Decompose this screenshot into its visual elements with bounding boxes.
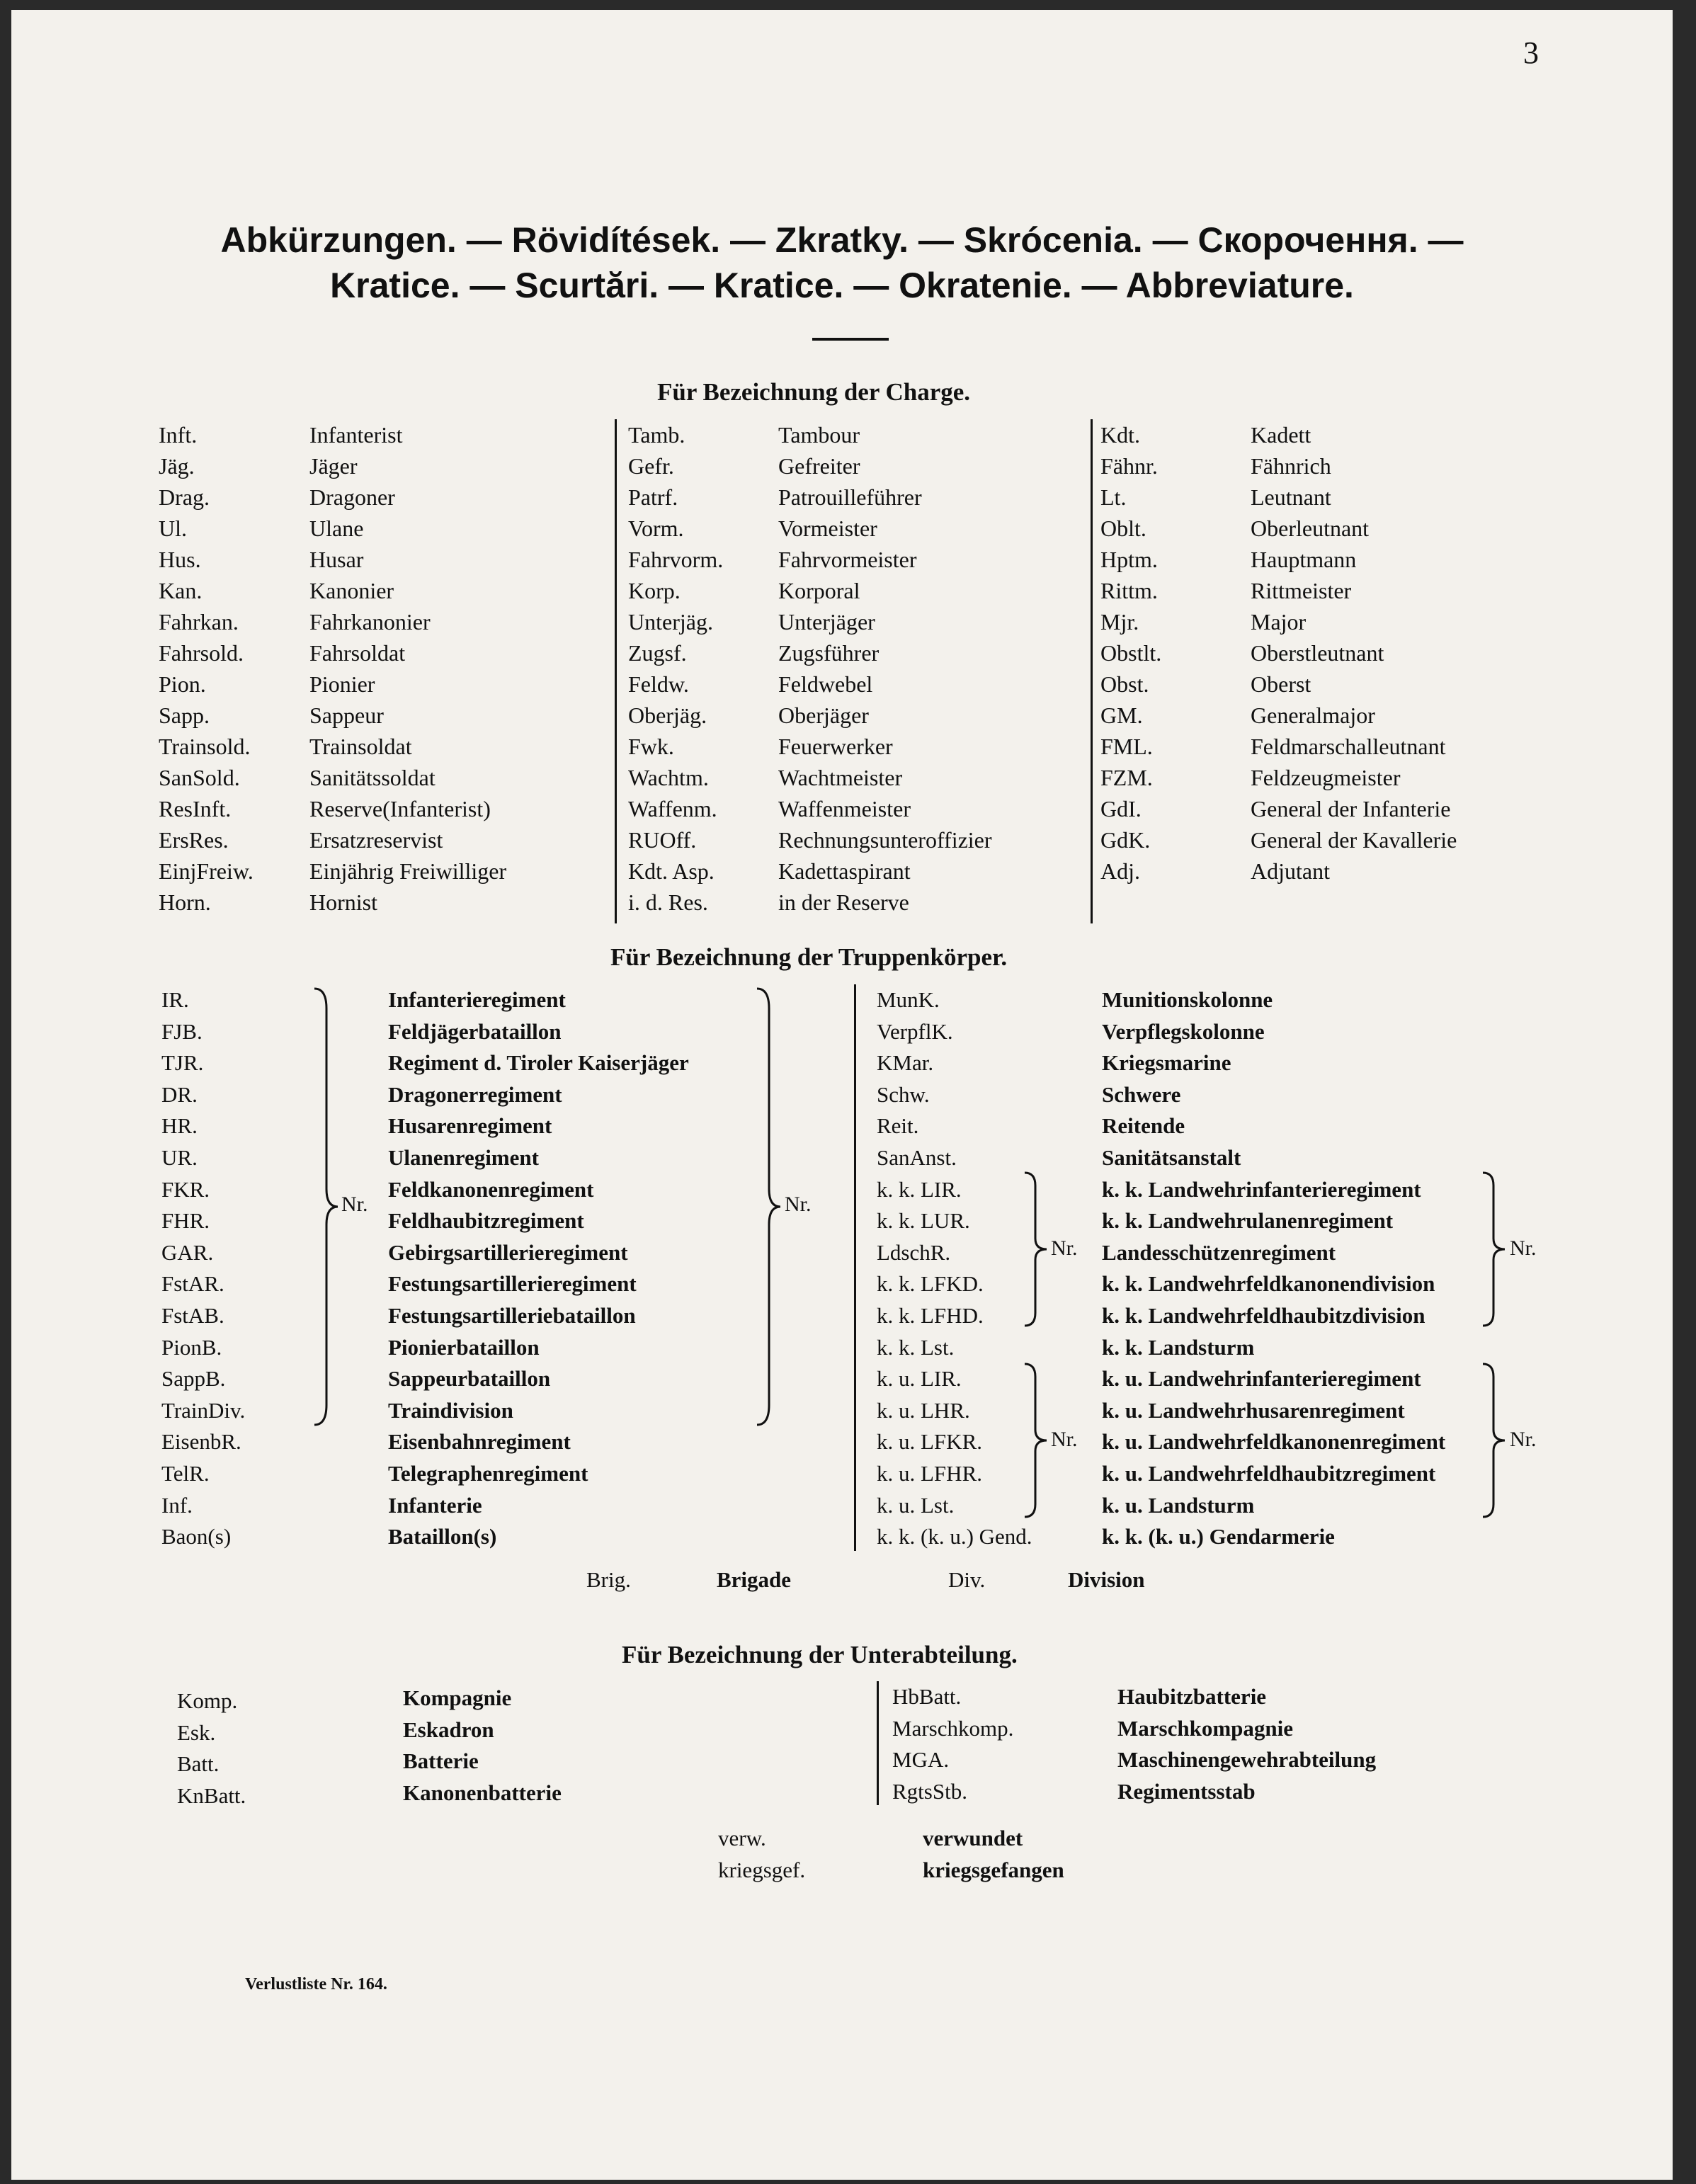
list-item: Hornist <box>309 889 377 915</box>
nr-label: Nr. <box>1510 1236 1537 1260</box>
list-item: Feldzeugmeister <box>1251 765 1401 790</box>
list-item: Pion. <box>159 671 206 697</box>
list-item: Oberstleutnant <box>1251 640 1384 666</box>
list-item: Unterjäger <box>778 609 875 635</box>
list-item: IR. <box>161 987 189 1012</box>
list-item: Infanterieregiment <box>388 987 566 1012</box>
list-item: k. k. LFKD. <box>877 1271 984 1297</box>
list-item: RUOff. <box>628 827 697 853</box>
troops-heading: Für Bezeichnung der Truppenkörper. <box>610 943 1008 971</box>
list-item: Wachtmeister <box>778 765 903 790</box>
brace-right-b <box>1481 1171 1509 1327</box>
list-item: General der Kavallerie <box>1251 827 1457 853</box>
list-item: Fahrvorm. <box>628 547 724 572</box>
list-item: Feldmarschalleutnant <box>1251 734 1446 759</box>
list-item: Oberst <box>1251 671 1311 697</box>
scanned-page <box>11 10 1673 2180</box>
list-item: Fahrkanonier <box>309 609 431 635</box>
troops-left-abbr <box>161 984 245 1553</box>
list-item: k. u. LIR. <box>877 1366 962 1392</box>
list-item: k. k. Landsturm <box>1102 1334 1255 1360</box>
list-item: Dragonerregiment <box>388 1081 562 1107</box>
list-item: TelR. <box>161 1460 210 1486</box>
list-item: GdI. <box>1100 796 1142 821</box>
list-item: Jäger <box>309 453 358 479</box>
list-item: k. k. Landwehrulanenregiment <box>1102 1208 1394 1234</box>
list-item: Oberjäg. <box>628 703 707 728</box>
list-item: Kdt. <box>1100 422 1140 448</box>
list-item: Husar <box>309 547 364 572</box>
charge-heading: Für Bezeichnung der Charge. <box>657 378 971 406</box>
troops-left-full <box>388 984 689 1553</box>
list-item: Kadettaspirant <box>778 858 911 884</box>
list-item: Reitende <box>1102 1113 1185 1139</box>
list-item: Major <box>1251 609 1307 635</box>
list-item: FKR. <box>161 1176 210 1202</box>
list-item: Sapp. <box>159 703 210 728</box>
list-item: Infanterist <box>309 422 403 448</box>
nr-label: Nr. <box>1051 1236 1078 1260</box>
list-item: Lt. <box>1100 484 1127 510</box>
list-item: Ul. <box>159 516 187 541</box>
list-item: Fähnrich <box>1251 453 1331 479</box>
list-item: Inf. <box>161 1492 193 1518</box>
list-item: Oberjäger <box>778 703 869 728</box>
list-item: Korporal <box>778 578 860 603</box>
list-item: Feldjägerbataillon <box>388 1018 562 1044</box>
sub-left-full <box>403 1683 562 1809</box>
list-item: Zugsführer <box>778 640 880 666</box>
list-item: KMar. <box>877 1050 934 1076</box>
list-item: Dragoner <box>309 484 395 510</box>
list-item: k. k. (k. u.) Gendarmerie <box>1102 1524 1335 1549</box>
title-line-1: Abkürzungen. — Rövidítések. — Zkratky. — Skrócenia. — Скорочення. — <box>220 220 1464 260</box>
brig-abbr: Brig. <box>586 1567 631 1592</box>
list-item: Feldkanonenregiment <box>388 1176 594 1202</box>
list-item: SanSold. <box>159 765 240 790</box>
list-item: LdschR. <box>877 1239 951 1265</box>
list-item: PionB. <box>161 1334 222 1360</box>
list-item: Haubitzbatterie <box>1117 1684 1267 1709</box>
charge-divider-2 <box>1091 419 1093 923</box>
charge-col1-full <box>309 419 506 918</box>
list-item: k. k. LUR. <box>877 1208 970 1234</box>
list-item: Sappeur <box>309 703 384 728</box>
list-item: Korp. <box>628 578 681 603</box>
sub-right-full <box>1117 1681 1376 1807</box>
list-item: Ulanenregiment <box>388 1144 539 1170</box>
list-item: TJR. <box>161 1050 204 1076</box>
charge-col2-abbr <box>628 419 723 918</box>
list-item: Rittmeister <box>1251 578 1352 603</box>
list-item: SanAnst. <box>877 1144 957 1170</box>
list-item: Landesschützenregiment <box>1102 1239 1336 1265</box>
list-item: Leutnant <box>1251 484 1331 510</box>
list-item: Unterjäg. <box>628 609 713 635</box>
list-item: Patrouilleführer <box>778 484 922 510</box>
title-line-2: Kratice. — Scurtări. — Kratice. — Okratenie. — Abbreviature. <box>330 266 1354 305</box>
list-item: kriegsgefangen <box>923 1857 1064 1882</box>
list-item: GM. <box>1100 703 1143 728</box>
list-item: Maschinengewehrabteilung <box>1117 1747 1377 1773</box>
nr-label: Nr. <box>785 1193 812 1216</box>
nr-label: Nr. <box>341 1193 368 1216</box>
list-item: Patrf. <box>628 484 678 510</box>
list-item: ErsRes. <box>159 827 229 853</box>
div-abbr: Div. <box>948 1567 986 1592</box>
list-item: Inft. <box>159 422 198 448</box>
list-item: kriegsgef. <box>718 1857 806 1882</box>
list-item: Hptm. <box>1100 547 1158 572</box>
list-item: FML. <box>1100 734 1153 759</box>
list-item: FHR. <box>161 1208 210 1234</box>
list-item: Husarenregiment <box>388 1113 552 1139</box>
list-item: Waffenmeister <box>778 796 911 821</box>
list-item: Schw. <box>877 1081 930 1107</box>
list-item: MGA. <box>892 1747 950 1773</box>
list-item: SappB. <box>161 1366 226 1392</box>
list-item: k. k. LIR. <box>877 1176 962 1202</box>
list-item: Ersatzreservist <box>309 827 443 853</box>
list-item: k. u. Landwehrfeldkanonenregiment <box>1102 1429 1446 1455</box>
list-item: in der Reserve <box>778 889 909 915</box>
list-item: Hauptmann <box>1251 547 1357 572</box>
list-item: k. k. Landwehrinfanterieregiment <box>1102 1176 1421 1202</box>
list-item: Feldwebel <box>778 671 873 697</box>
list-item: DR. <box>161 1081 198 1107</box>
list-item: GdK. <box>1100 827 1151 853</box>
list-item: Infanterie <box>388 1492 482 1518</box>
list-item: Komp. <box>177 1688 238 1713</box>
page-number: 3 <box>1523 35 1539 70</box>
brace-right-a <box>1023 1171 1051 1327</box>
charge-col2-full <box>778 419 992 918</box>
list-item: Generalmajor <box>1251 703 1375 728</box>
list-item: UR. <box>161 1144 198 1170</box>
list-item: GAR. <box>161 1239 214 1265</box>
list-item: k. u. Lst. <box>877 1492 955 1518</box>
list-item: Rittm. <box>1100 578 1158 603</box>
list-item: k. u. Landwehrhusarenregiment <box>1102 1397 1405 1423</box>
list-item: MunK. <box>877 987 940 1012</box>
list-item: KnBatt. <box>177 1782 246 1808</box>
list-item: Eskadron <box>403 1717 494 1742</box>
list-item: Reit. <box>877 1113 919 1139</box>
nr-label: Nr. <box>1051 1428 1078 1451</box>
list-item: Eisenbahnregiment <box>388 1429 571 1455</box>
title-rule <box>812 338 889 341</box>
list-item: Fahrsoldat <box>309 640 406 666</box>
list-item: Trainsoldat <box>309 734 412 759</box>
list-item: ResInft. <box>159 796 232 821</box>
list-item: i. d. Res. <box>628 889 708 915</box>
extra-full <box>923 1823 1064 1886</box>
list-item: Zugsf. <box>628 640 687 666</box>
list-item: Sappeurbataillon <box>388 1366 551 1392</box>
list-item: Hus. <box>159 547 201 572</box>
list-item: Reserve(Infanterist) <box>309 796 491 821</box>
list-item: Kriegsmarine <box>1102 1050 1231 1076</box>
list-item: Sanitätsanstalt <box>1102 1144 1241 1170</box>
footer: Verlustliste Nr. 164. <box>245 1975 387 1994</box>
troops-divider <box>854 984 856 1551</box>
list-item: Drag. <box>159 484 210 510</box>
list-item: Telegraphenregiment <box>388 1460 588 1486</box>
list-item: RgtsStb. <box>892 1778 967 1804</box>
list-item: Fahrsold. <box>159 640 244 666</box>
troops-right-full <box>1102 984 1445 1553</box>
list-item: Marschkompagnie <box>1117 1715 1293 1741</box>
list-item: FstAR. <box>161 1271 224 1297</box>
list-item: verwundet <box>923 1826 1023 1850</box>
charge-col1-abbr <box>159 419 254 918</box>
list-item: Wachtm. <box>628 765 709 790</box>
charge-divider-1 <box>615 419 617 923</box>
list-item: Kanonenbatterie <box>403 1780 562 1805</box>
list-item: Festungsartilleriebataillon <box>388 1302 636 1328</box>
list-item: Waffenm. <box>628 796 717 821</box>
list-item: Gebirgsartillerieregiment <box>388 1239 628 1265</box>
brig-full: Brigade <box>717 1567 792 1592</box>
list-item: Einjährig Freiwilliger <box>309 858 507 884</box>
list-item: EisenbR. <box>161 1429 241 1455</box>
list-item: Fwk. <box>628 734 674 759</box>
list-item: Vorm. <box>628 516 684 541</box>
list-item: Munitionskolonne <box>1102 987 1273 1012</box>
sub-divider <box>877 1681 879 1805</box>
sub-left-abbr <box>177 1685 246 1812</box>
list-item: Fahrkan. <box>159 609 239 635</box>
list-item: Pionier <box>309 671 375 697</box>
nr-label: Nr. <box>1510 1428 1537 1451</box>
list-item: Adj. <box>1100 858 1140 884</box>
list-item: k. u. Landsturm <box>1102 1492 1255 1518</box>
list-item: Schwere <box>1102 1081 1181 1107</box>
sub-right-abbr <box>892 1681 1013 1807</box>
list-item: k. k. Landwehrfeldhaubitzdivision <box>1102 1302 1425 1328</box>
charge-col3-abbr <box>1100 419 1161 887</box>
list-item: Jäg. <box>159 453 195 479</box>
list-item: Esk. <box>177 1719 216 1745</box>
list-item: Obstlt. <box>1100 640 1162 666</box>
list-item: Rechnungsunteroffizier <box>778 827 992 853</box>
list-item: Baon(s) <box>161 1524 232 1549</box>
list-item: Adjutant <box>1251 858 1330 884</box>
list-item: VerpflK. <box>877 1018 953 1044</box>
brace-right-c <box>1023 1363 1051 1518</box>
list-item: Batt. <box>177 1751 220 1777</box>
div-full: Division <box>1068 1567 1145 1592</box>
list-item: Batterie <box>403 1748 479 1774</box>
list-item: Pionierbataillon <box>388 1334 540 1360</box>
brace-right-d <box>1481 1363 1509 1518</box>
list-item: Horn. <box>159 889 211 915</box>
list-item: Kompagnie <box>403 1685 512 1710</box>
list-item: Kadett <box>1251 422 1311 448</box>
list-item: Gefr. <box>628 453 674 479</box>
list-item: FJB. <box>161 1018 203 1044</box>
list-item: k. u. Landwehrinfanterieregiment <box>1102 1366 1421 1392</box>
list-item: k. u. LFKR. <box>877 1429 982 1455</box>
list-item: Regimentsstab <box>1117 1778 1256 1804</box>
list-item: Regiment d. Tiroler Kaiserjäger <box>388 1050 689 1076</box>
list-item: Traindivision <box>388 1397 513 1423</box>
list-item: k. k. Lst. <box>877 1334 955 1360</box>
list-item: Feuerwerker <box>778 734 893 759</box>
list-item: HR. <box>161 1113 198 1139</box>
list-item: General der Infanterie <box>1251 796 1451 821</box>
list-item: k. u. Landwehrfeldhaubitzregiment <box>1102 1460 1436 1486</box>
list-item: k. k. LFHD. <box>877 1302 984 1328</box>
list-item: Fahrvormeister <box>778 547 917 572</box>
list-item: Kan. <box>159 578 203 603</box>
extra-abbr <box>718 1823 805 1886</box>
list-item: Tambour <box>778 422 860 448</box>
list-item: HbBatt. <box>892 1684 962 1709</box>
brace-left-2 <box>755 987 783 1426</box>
list-item: Sanitätssoldat <box>309 765 436 790</box>
list-item: k. u. LFHR. <box>877 1460 982 1486</box>
list-item: Ulane <box>309 516 364 541</box>
list-item: k. k. Landwehrfeldkanonendivision <box>1102 1271 1435 1297</box>
list-item: Bataillon(s) <box>388 1524 497 1549</box>
list-item: FstAB. <box>161 1302 224 1328</box>
list-item: verw. <box>718 1826 766 1850</box>
list-item: Feldhaubitzregiment <box>388 1208 584 1234</box>
list-item: Kdt. Asp. <box>628 858 715 884</box>
troops-right-abbr <box>877 984 1032 1553</box>
list-item: Oberleutnant <box>1251 516 1370 541</box>
list-item: Gefreiter <box>778 453 860 479</box>
list-item: Trainsold. <box>159 734 251 759</box>
list-item: Festungsartillerieregiment <box>388 1271 637 1297</box>
list-item: Marschkomp. <box>892 1715 1014 1741</box>
list-item: TrainDiv. <box>161 1397 246 1423</box>
list-item: k. u. LHR. <box>877 1397 970 1423</box>
list-item: Verpflegskolonne <box>1102 1018 1265 1044</box>
list-item: Vormeister <box>778 516 877 541</box>
list-item: Feldw. <box>628 671 689 697</box>
list-item: EinjFreiw. <box>159 858 254 884</box>
list-item: Mjr. <box>1100 609 1139 635</box>
list-item: FZM. <box>1100 765 1153 790</box>
list-item: Kanonier <box>309 578 394 603</box>
list-item: Obst. <box>1100 671 1149 697</box>
sub-heading: Für Bezeichnung der Unterabteilung. <box>622 1641 1018 1668</box>
list-item: Oblt. <box>1100 516 1146 541</box>
list-item: Fähnr. <box>1100 453 1158 479</box>
charge-col3-full <box>1251 419 1457 887</box>
brace-left-1 <box>312 987 341 1426</box>
list-item: k. k. (k. u.) Gend. <box>877 1524 1032 1549</box>
list-item: Tamb. <box>628 422 685 448</box>
